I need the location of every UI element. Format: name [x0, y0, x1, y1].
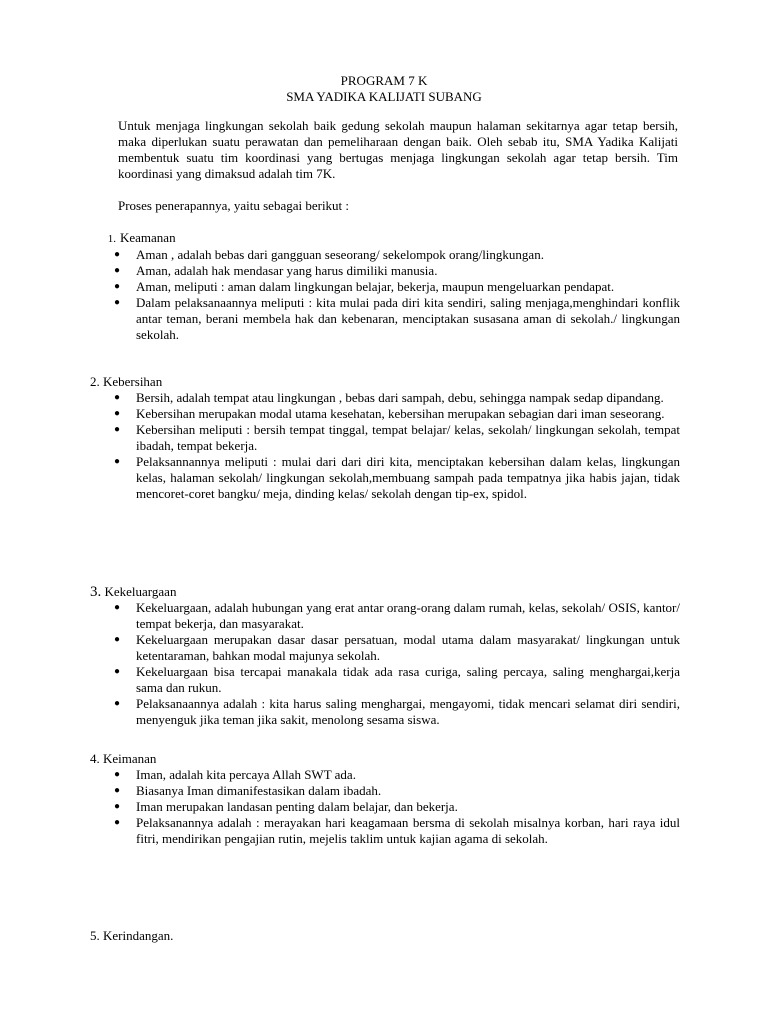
list-item: ● Pelaksanannya adalah : merayakan hari keagamaan bersma di sekolah misalnya korban, hari raya idul fitri, mendirikan pengajian rutin, mejelis taklim untuk kajian agama di sekolah. — [114, 815, 680, 846]
bullet-icon: ● — [114, 281, 121, 292]
list-item: ● Dalam pelaksanaannya meliputi : kita mulai pada diri kita sendiri, saling menjaga,menghindari konflik antar teman, berani membela hak dan kebenaran, menciptakan susasana aman di sekolah./ lingkungan sekolah. — [114, 295, 680, 342]
list-item: ● Kekeluargaan, adalah hubungan yang erat antar orang-orang dalam rumah, kelas, sekolah/ OSIS, kantor/ tempat bekerja, dan masyarakat. — [114, 600, 680, 631]
bullet-icon: ● — [114, 801, 121, 812]
section-title: Keimanan — [103, 751, 157, 766]
list-item: ● Kebersihan merupakan modal utama kesehatan, kebersihan merupakan sebagian dari iman seseorang. — [114, 406, 665, 421]
section-keamanan — [90, 230, 680, 343]
intro-paragraph: Untuk menjaga lingkungan sekolah baik gedung sekolah maupun halaman sekitarnya agar tetap bersih, maka diperlukan suatu perawatan dan pemeliharaan dengan baik. Oleh sebab itu, SMA Yadika Kalijati membentuk suatu tim koordinasi yang bertugas menjaga lingkungan sekolah agar tetap bersih. Tim koordinasi yang dimaksud adalah tim 7K. — [118, 118, 678, 181]
title-line-school: SMA YADIKA KALIJATI SUBANG — [286, 89, 482, 104]
bullet-icon: ● — [114, 769, 121, 780]
list-item: ● Iman merupakan landasan penting dalam belajar, dan bekerja. — [114, 799, 458, 814]
bullet-icon: ● — [114, 634, 121, 645]
bullet-icon: ● — [114, 408, 121, 419]
section-kerindangan — [90, 928, 680, 944]
list-item: ● Aman, meliputi : aman dalam lingkungan belajar, bekerja, maupun mengeluarkan pendapat. — [114, 279, 615, 294]
title-line-program: PROGRAM 7 K — [340, 73, 428, 88]
section-number: 5. — [90, 928, 100, 943]
list-item: ● Pelaksannannya meliputi : mulai dari dari diri kita, menciptakan kebersihan dalam kelas, lingkungan kelas, halaman sekolah/ lingkungan sekolah,membuang sampah pada tempatnya jika habis jajan, tidak mencoret-coret bangku/ meja, dinding kelas/ sekolah dengan tip-ex, spidol. — [114, 454, 680, 501]
list-item: ● Kekeluargaan merupakan dasar dasar persatuan, modal utama dalam masyarakat/ lingkungan untuk ketentaraman, bahkan modal majunya sekolah. — [114, 632, 680, 663]
list-item: ● Kebersihan meliputi : bersih tempat tinggal, tempat belajar/ kelas, sekolah/ lingkungan sekolah, tempat ibadah, tempat bekerja. — [114, 422, 680, 453]
bullet-icon: ● — [114, 392, 121, 403]
bullet-icon: ● — [114, 249, 121, 260]
bullet-icon: ● — [114, 817, 121, 828]
bullet-list — [90, 390, 680, 502]
section-kebersihan — [90, 374, 680, 502]
bullet-icon: ● — [114, 666, 121, 677]
bullet-list — [90, 767, 680, 847]
section-title: Kebersihan — [103, 374, 163, 389]
bullet-icon: ● — [114, 698, 121, 709]
process-label: Proses penerapannya, yaitu sebagai berikut : — [118, 198, 350, 213]
section-number: 3. — [90, 584, 102, 600]
section-heading — [90, 374, 680, 390]
section-heading — [90, 230, 680, 247]
section-title: Keamanan — [120, 230, 176, 245]
bullet-icon: ● — [114, 424, 121, 435]
document-title — [0, 73, 768, 105]
list-item: ● Bersih, adalah tempat atau lingkungan , bebas dari sampah, debu, sehingga nampak sedap dipandang. — [114, 390, 664, 405]
section-keimanan — [90, 751, 680, 847]
section-title: Kekeluargaan — [104, 584, 177, 599]
section-kekeluargaan — [90, 584, 680, 728]
list-item: ● Aman, adalah hak mendasar yang harus dimiliki manusia. — [114, 263, 438, 278]
section-heading — [90, 928, 680, 944]
section-title: Kerindangan. — [103, 928, 174, 943]
list-item: ● Aman , adalah bebas dari gangguan seseorang/ sekelompok orang/lingkungan. — [114, 247, 544, 262]
bullet-icon: ● — [114, 297, 121, 308]
section-number: 4. — [90, 751, 100, 766]
section-number: 2. — [90, 374, 100, 389]
bullet-icon: ● — [114, 602, 121, 613]
list-item: ● Pelaksanaannya adalah : kita harus saling menghargai, mengayomi, tidak mencari selamat diri sendiri, menyenguk jika teman jika sakit, menolong sesama siswa. — [114, 696, 680, 727]
bullet-icon: ● — [114, 456, 121, 467]
list-item: ● Iman, adalah kita percaya Allah SWT ada. — [114, 767, 356, 782]
section-heading — [90, 584, 680, 600]
list-item: ● Biasanya Iman dimanifestasikan dalam ibadah. — [114, 783, 382, 798]
bullet-list — [90, 600, 680, 728]
list-item: ● Kekeluargaan bisa tercapai manakala tidak ada rasa curiga, saling percaya, saling menghargai,kerja sama dan rukun. — [114, 664, 680, 695]
section-heading — [90, 751, 680, 767]
bullet-icon: ● — [114, 265, 121, 276]
bullet-list — [90, 247, 680, 343]
section-number: 1. — [107, 233, 116, 245]
bullet-icon: ● — [114, 785, 121, 796]
